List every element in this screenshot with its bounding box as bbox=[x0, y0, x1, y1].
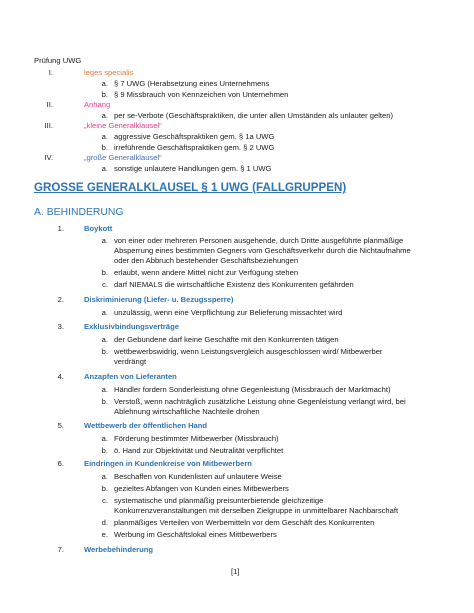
outline-sub-marker: a. bbox=[101, 111, 108, 120]
list-item-line: unzulässig, wenn eine Verpflichtung zur Belieferung missachtet wird bbox=[114, 308, 343, 317]
outline-sub-marker: a. bbox=[101, 164, 108, 173]
list-item-line: oder den Abbruch bestehender Geschäftsbeziehungen bbox=[114, 256, 299, 265]
group-title: Werbebehinderung bbox=[84, 545, 154, 554]
outline-sub-text: sonstige unlautere Handlungen gem. § 1 UWG bbox=[114, 164, 272, 173]
list-item-line: Händler fordern Sonderleistung ohne Gegenleistung (Missbrauch der Marktmacht) bbox=[114, 385, 391, 394]
group-title: Boykott bbox=[84, 224, 113, 233]
group-title: Exklusivbindungsverträge bbox=[84, 322, 179, 331]
list-item-line: gezieltes Abfangen von Kunden eines Mitbewerbers bbox=[114, 484, 289, 493]
list-item-line: verdrängt bbox=[114, 357, 147, 366]
outline-item-label: leges specialis bbox=[84, 68, 134, 77]
outline-sub-text: aggressive Geschäftspraktiken gem. § 1a UWG bbox=[114, 132, 275, 141]
main-heading: GROSSE GENERALKLAUSEL § 1 UWG (FALLGRUPPEN) bbox=[34, 181, 347, 194]
outline-title: Prüfung UWG bbox=[34, 56, 82, 65]
list-item-marker: a. bbox=[101, 385, 108, 394]
outline-sub-text: per se-Verbote (Geschäftspraktiken, die unter allen Umständen als unlauter gelten) bbox=[114, 111, 394, 120]
list-item-marker: b. bbox=[101, 347, 108, 356]
group-number: 4. bbox=[57, 372, 64, 381]
list-item-line: systematische und planmäßig preisunterbietende gleichzeitige bbox=[114, 496, 324, 505]
list-item-marker: a. bbox=[101, 434, 108, 443]
list-item-marker: a. bbox=[101, 236, 108, 245]
outline-item-label: „kleine Generalklausel“ bbox=[84, 121, 162, 130]
list-item-line: Ablehnung wirtschaftliche Nachteile drohen bbox=[114, 407, 260, 416]
list-item-line: ö. Hand zur Objektivität und Neutralität verpflichtet bbox=[114, 446, 284, 455]
section-heading: A. BEHINDERUNG bbox=[34, 207, 124, 218]
list-item-marker: a. bbox=[101, 308, 108, 317]
list-item-line: erlaubt, wenn andere Mittel nicht zur Verfügung stehen bbox=[114, 268, 299, 277]
group-number: 6. bbox=[57, 459, 64, 468]
list-item-line: planmäßiges Verteilen von Werbemitteln vor dem Geschäft des Konkurrenten bbox=[114, 518, 375, 527]
list-item-line: darf NIEMALS die wirtschaftliche Existenz des Konkurrenten gefährden bbox=[114, 280, 354, 289]
outline-sub-text: § 9 Missbrauch von Kennzeichen von Unternehmen bbox=[114, 90, 289, 99]
list-item-marker: e. bbox=[101, 530, 108, 539]
outline-sub-text: irreführende Geschäftspraktiken gem. § 2 UWG bbox=[114, 143, 275, 152]
outline-item-number: II. bbox=[46, 100, 53, 109]
outline-item-number: III. bbox=[44, 121, 53, 130]
list-item-marker: b. bbox=[101, 268, 108, 277]
list-item-line: der Gebundene darf keine Geschäfte mit den Konkurrenten tätigen bbox=[114, 335, 339, 344]
list-item-line: von einer oder mehreren Personen ausgehende, durch Dritte ausgeführte planmäßige bbox=[114, 236, 404, 245]
list-item-marker: a. bbox=[101, 472, 108, 481]
group-number: 3. bbox=[57, 322, 64, 331]
list-item-line: Werbung im Geschäftslokal eines Mittbewerbers bbox=[114, 530, 277, 539]
outline-sub-text: § 7 UWG (Herabsetzung eines Unternehmens bbox=[114, 79, 270, 88]
list-item-marker: d. bbox=[101, 518, 108, 527]
list-item-line: Verstoß, wenn nachträglich zusätzliche Leistung ohne Gegenleistung verlangt wird, bei bbox=[114, 397, 406, 406]
list-item-line: wettbewerbswidrig, wenn Leistungsvergleich ausgeschlossen wird/ Mitbewerber bbox=[114, 347, 383, 356]
list-item-marker: b. bbox=[101, 397, 108, 406]
list-item-line: Absperrung eines bestimmten Gegners vom Geschäftsverkehr durch die Nichtaufnahme bbox=[114, 246, 411, 255]
list-item-marker: b. bbox=[101, 484, 108, 493]
list-item-marker: c. bbox=[102, 280, 108, 289]
list-item-line: Konkurrenzveranstaltungen mit derselben Zielgruppe in unmittelbarer Nachbarschaft bbox=[114, 506, 399, 515]
outline-sub-marker: a. bbox=[101, 79, 108, 88]
group-number: 5. bbox=[57, 421, 64, 430]
group-number: 2. bbox=[57, 295, 64, 304]
outline-item-number: I. bbox=[48, 68, 53, 77]
list-item-line: Förderung bestimmter Mitbewerber (Missbrauch) bbox=[114, 434, 279, 443]
group-number: 7. bbox=[57, 545, 64, 554]
outline-sub-marker: b. bbox=[101, 90, 108, 99]
list-item-marker: a. bbox=[101, 335, 108, 344]
outline-sub-marker: a. bbox=[101, 132, 108, 141]
list-item-marker: c. bbox=[102, 496, 108, 505]
group-title: Eindringen in Kundenkreise von Mitbewerbern bbox=[84, 459, 252, 468]
group-title: Diskriminierung (Liefer- u. Bezugssperre) bbox=[84, 295, 234, 304]
list-item-marker: b. bbox=[101, 446, 108, 455]
outline-item-label: „große Generalklausel“ bbox=[84, 153, 162, 162]
outline-item-label: Anhang bbox=[84, 100, 111, 109]
group-title: Wettbewerb der öffentlichen Hand bbox=[84, 421, 208, 430]
outline-item-number: IV. bbox=[44, 153, 53, 162]
list-item-line: Beschaffen von Kundenlisten auf unlautere Weise bbox=[114, 472, 282, 481]
page-number: [1] bbox=[231, 567, 240, 576]
outline-sub-marker: b. bbox=[101, 143, 108, 152]
group-title: Anzapfen von Lieferanten bbox=[84, 372, 177, 381]
group-number: 1. bbox=[57, 224, 64, 233]
